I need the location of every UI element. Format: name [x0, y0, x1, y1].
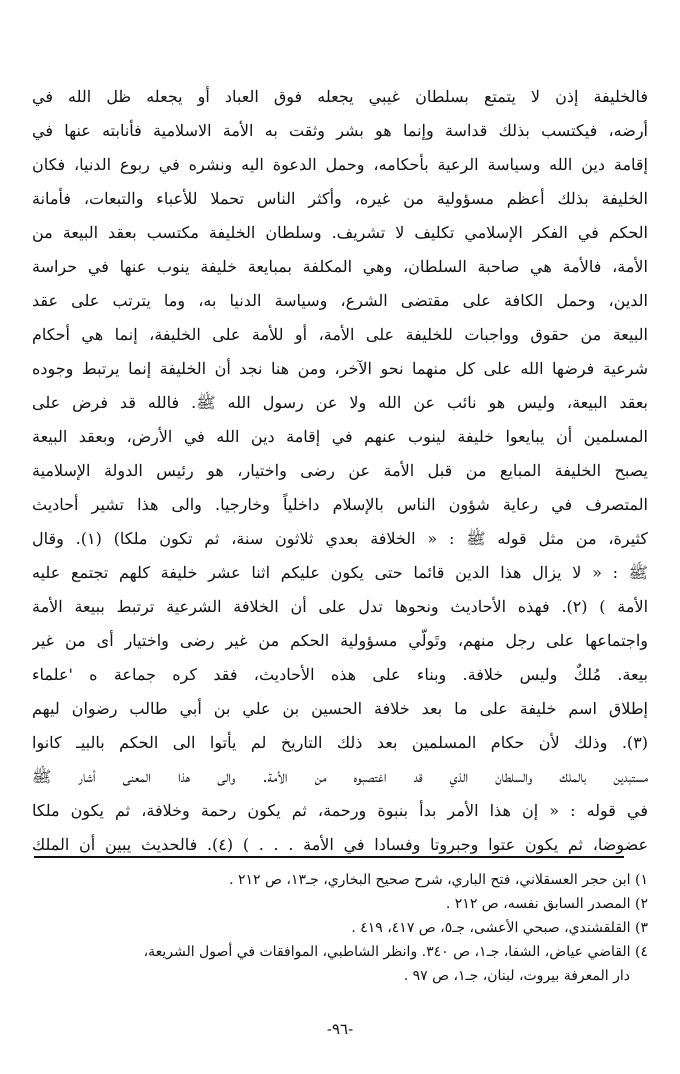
footnote-4: ٤) القاضي عياض، الشفا، جـ١، ص ٣٤٠. وانظر الشاطبي، الموافقات في أصول الشريعة، — [143, 944, 648, 960]
text-line: المتصرف في رعاية شؤون الناس بالإسلام داخلياً وخارجيا. والى هذا تشير أحاديث — [32, 495, 648, 514]
text-line: فالخليفة إذن لا يتمتع بسلطان غيبي يجعله فوق العباد أو يجعله ظل الله في — [32, 87, 648, 106]
text-line: يصبح الخليفة المبايع من قبل الأمة عن رضى واختيار، هو رئيس الدولة الإسلامية — [32, 461, 648, 480]
text-line: شرعية فرضها الله على كل منهما نحو الآخر، ومن هنا نجد أن الخليفة إنما يرتبط وجوده — [32, 359, 648, 378]
text-line: الأمة ) (٢). فهذه الأحاديث ونحوها تدل على أن الخلافة الشرعية ترتبط ببيعة الأمة — [32, 597, 648, 616]
text-line: واجتماعها على رجل منهم، وتَولّي مسؤولية الحكم من غير رضى واختيار أى من غير — [32, 631, 648, 650]
text-line: في قوله : « إن هذا الأمر بدأ بنبوة ورحمة، ثم يكون رحمة وخلافة، ثم يكون ملكا — [32, 801, 648, 820]
footnotes — [34, 868, 648, 988]
text-line: أرضه، فيكتسب بذلك قداسة وإنما هو بشر وثقت به الأمة الاسلامية فأنابته عنها في — [32, 121, 648, 140]
footnote-separator — [34, 856, 624, 858]
footnote-2: ٢) المصدر السابق نفسه، ص ٢١٢ . — [445, 896, 648, 912]
text-line: عضوضا، ثم يكون عتوا وجبروتا وفسادا في الأمة . . . ) (٤). فالحديث يبين أن الملك — [32, 835, 648, 854]
text-line: بعقد البيعة، وليس هو نائب عن الله ولا عن رسول الله ﷺ. فالله قد فرض على — [32, 393, 648, 412]
footnote-1: ١) ابن حجر العسقلاني، فتح الباري، شرح صحيح البخاري، جـ١٣، ص ٢١٢ . — [229, 872, 648, 888]
text-line: الحكم في الفكر الإسلامي تكليف لا تشريف. وسلطان الخليفة مكتسب بعقد البيعة من — [32, 223, 648, 242]
text-line: المسلمين أن يبايعوا خليفة لينوب عنهم في إقامة دين الله في الأرض، وبعقد البيعة — [32, 427, 648, 446]
text-line: بيعة. مُلكٌ وليس خلافة. وبناء على هذه الأحاديث، فقد كره جماعة ه 'علماء — [32, 665, 648, 684]
text-line: إطلاق اسم خليفة على ما بعد خلافة الحسين بن علي بن أبي طالب رضوان ليهم — [32, 699, 648, 718]
text-line: ﷺ : « لا يزال هذا الدين قائما حتى يكون عليكم اثنا عشر خليفة كلهم تجتمع عليه — [32, 563, 648, 582]
text-line: الخليفة بذلك أعظم مسؤولية من غيره، وأكثر الناس تحملا للأعباء والتبعات، فأمانة — [32, 189, 648, 208]
text-line: الأمة، فالأمة هي صاحبة السلطان، وهي المكلفة بمبايعة خليفة ينوب عنها في حراسة — [32, 257, 648, 276]
text-line: الدين، وحمل الكافة على مقتضى الشرع، وسياسة الدنيا به، وما يترتب على عقد — [32, 291, 648, 310]
text-line: إقامة دين الله وسياسة الرعية بأحكامه، وحمل الدعوة اليه ونشره في ربوع الدنيا، فكان — [32, 155, 648, 174]
text-line: مستبدين بالملك والسلطان الذي قد اغتصبوه من الأمة. والى هذا المعنى أشار ﷺ — [32, 767, 648, 786]
text-line: (٣). وذلك لأن حكام المسلمين بعد ذلك التاريخ لم يأتوا الى الحكم بالبيـ كانوا — [32, 733, 648, 752]
main-text — [32, 80, 648, 862]
footnote-3: ٣) القلقشندي، صبحي الأعشى، جـ٥، ص ٤١٧، ٤١٩ . — [351, 920, 648, 936]
text-line: البيعة من حقوق وواجبات للخليفة على الأمة، أو للأمة على الخليفة، إنما هي أحكام — [32, 325, 648, 344]
text-line: كثيرة، من مثل قوله ﷺ : « الخلافة بعدي ثلاثون سنة، ثم تكون ملكا) (١). وقال — [32, 529, 648, 548]
page-number: -٩٦- — [326, 1020, 354, 1038]
footnote-4-continuation: دار المعرفة بيروت، لبنان، جـ١، ص ٩٧ . — [403, 968, 630, 984]
